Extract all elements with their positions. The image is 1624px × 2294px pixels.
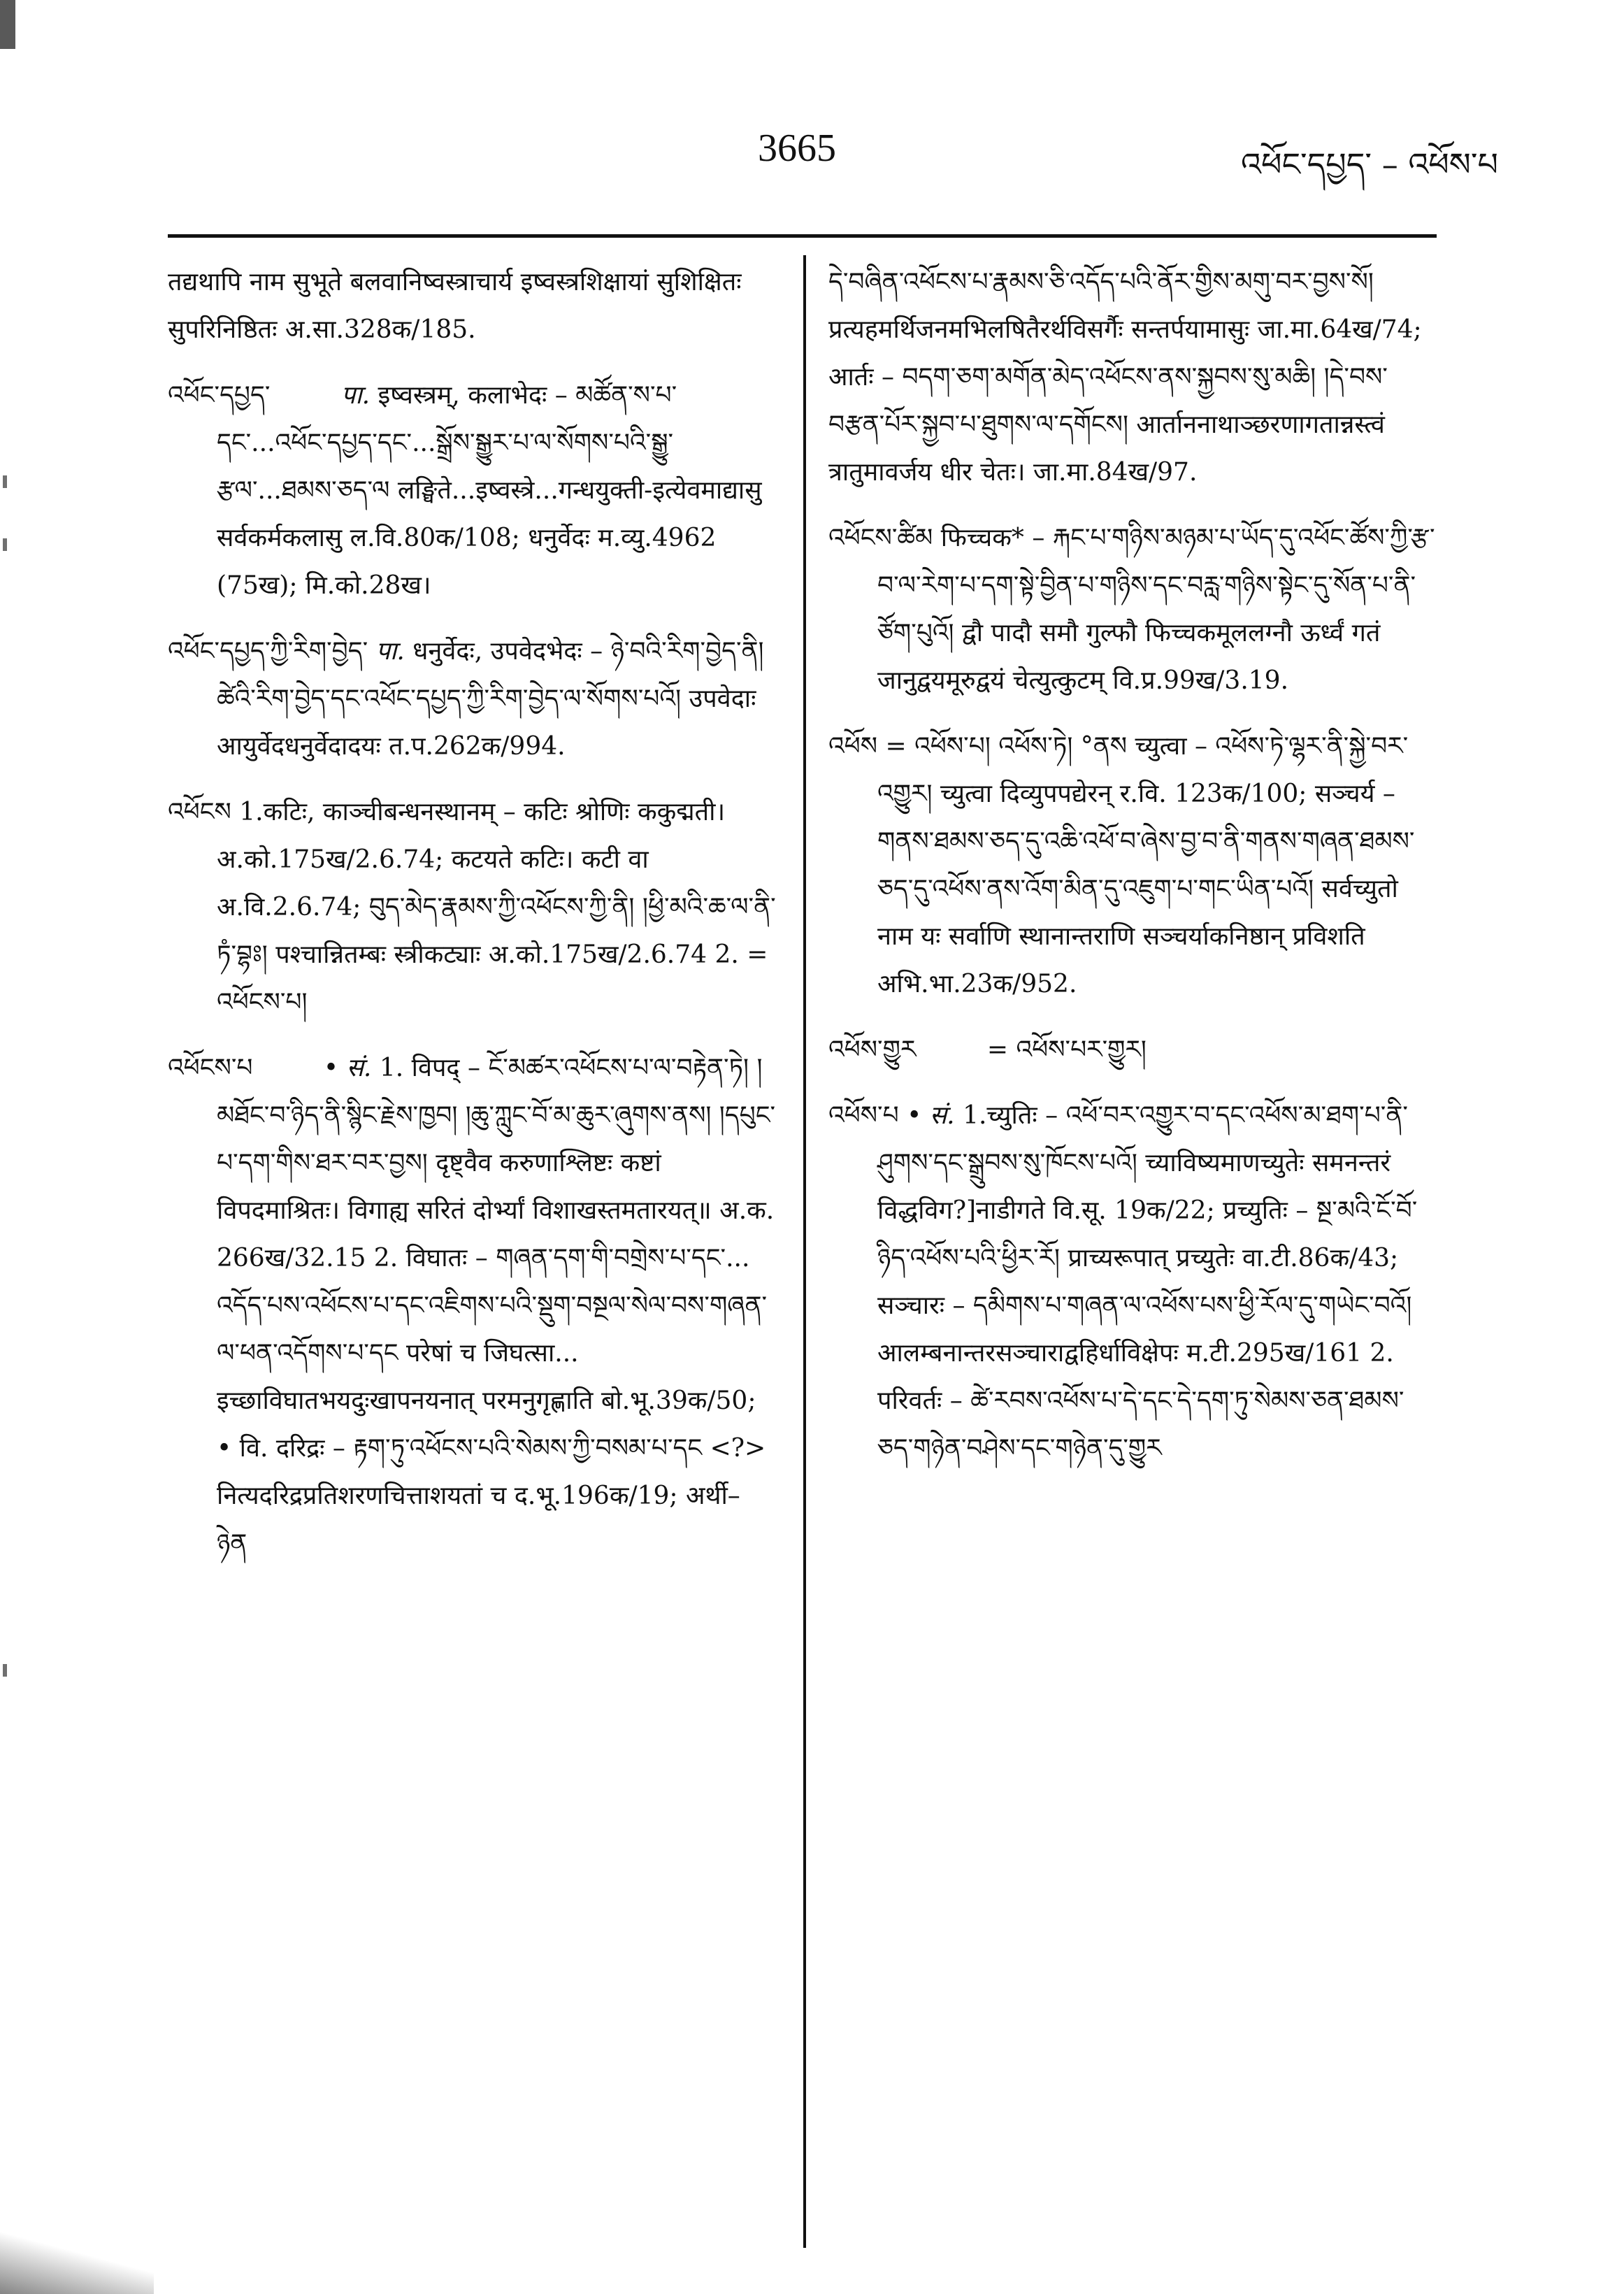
entry-text: = འཕོས་པ། འཕོས་ཏེ། °ནས च्युत्वा – འཕོས་ཏེ་ལྷར་ནི་སྐྱེ་བར་འགྱུར། च्युत्वा दिव्युपपद्येरन् र.वि. 123क/100; सञ्चर्य – གནས་ཐམས་ཅད་དུ་འཆི་འཕོ་བ་ཞེས་བྱ་བ་ནི་གནས་གཞན་ཐམས་ཅད་དུ་འཕོས་ནས་འོག་མིན་དུ་འཇུག་པ་གང་ཡིན་པའོ། सर्वच्युतो नाम यः सर्वाणि स्थानान्तराणि सञ्चर्याकनिष्ठान् प्रविशति अभि.भा.23क/952.	[877, 732, 1415, 998]
dictionary-entry	[828, 1026, 1437, 1074]
entry-headword: འཕོངས་པ	[168, 1054, 253, 1082]
page-number: 3665	[758, 127, 836, 170]
edge-mark	[3, 538, 7, 551]
entry-headword: འཕོས་པ	[828, 1101, 899, 1130]
dictionary-entry	[828, 1092, 1437, 1472]
entry-headword: འཕོང་དཔྱད་	[168, 381, 271, 410]
header-rule	[168, 234, 1437, 238]
dictionary-entry	[168, 628, 776, 770]
entry-tag: पा.	[340, 381, 371, 410]
corner-speck	[0, 0, 15, 49]
entry-tag: • सं.	[907, 1101, 955, 1130]
edge-mark	[3, 475, 7, 488]
dictionary-entry	[828, 515, 1437, 705]
entry-text: तद्यथापि नाम सुभूते बलवानिष्वस्त्राचार्य इष्वस्त्रशिक्षायां सुशिक्षितः सुपरिनिष्ठितः अ.सा.328क/185.	[168, 268, 742, 344]
edge-mark	[3, 1664, 7, 1677]
entry-text: 1.कटिः, काञ्चीबन्धनस्थानम् – कटिः श्रोणिः ककुद्मती। अ.को.175ख/2.6.74; कटयते कटिः। कटी वा अ.वि.2.6.74; བུད་མེད་རྣམས་ཀྱི་འཕོངས་ཀྱི་ནི། །ཕྱི་མའི་ཆ་ལ་ནི་ཏཾ་བྷཿ། पश्चान्नितम्बः स्त्रीकट्याः अ.को.175ख/2.6.74 2. = འཕོངས་པ།	[217, 798, 776, 1017]
entry-text: 1. विपद् – ངོ་མཚར་འཕོངས་པ་ལ་བརྟེན་ཏེ། །མཐོང་བ་ཉིད་ནི་སྙིང་རྗེས་ཁྱབ། །ཆུ་ཀླུང་བོ་མ་ཆུར་ཞུགས་ནས། །དཔུང་པ་དག་གིས་ཐར་བར་བྱས། दृष्ट्वैव करुणाश्लिष्टः कष्टां विपदमाश्रितः। विगाह्य सरितं दोर्भ्यां विशाखस्तमतारयत्॥ अ.क. 266ख/32.15 2. विघातः – གཞན་དག་གི་བགྲེས་པ་དང་... འདོད་པས་འཕོངས་པ་དང་འཇིགས་པའི་སྡུག་བསྔལ་སེལ་བས་གཞན་ལ་ཕན་འདོགས་པ་དང परेषां च जिघत्सा... इच्छाविघातभयदुःखापनयनात् परमनुगृह्णाति बो.भू.39क/50; • वि. दरिद्रः – རྟག་ཏུ་འཕོངས་པའི་སེམས་ཀྱི་བསམ་པ་དང <?> नित्यदरिद्रप्रतिशरणचित्ताशयतां च द.भू.196क/19; अर्थी– ཉེན	[217, 1054, 776, 1558]
entry-text: དེ་བཞིན་འཕོངས་པ་རྣམས་ཅི་འདོད་པའི་ནོར་གྱིས་མགུ་བར་བྱས་སོ། प्रत्यहमर्थिजनमभिलषितैरर्थविसर्गैः सन्तर्पयामासुः जा.मा.64ख/74; आर्तः – བདག་ཅག་མགོན་མེད་འཕོངས་ནས་སྐྱབས་སུ་མཆི། །དེ་བས་བརྩན་པོར་སྐྱབ་པ་ཐུགས་ལ་དགོངས། आर्ताननाथाञ्छरणागतान्नस्त्वं त्रातुमावर्जय धीर चेतः। जा.मा.84ख/97.	[828, 268, 1422, 487]
entry-headword: འཕོངས	[168, 798, 231, 826]
entry-text: धनुर्वेदः, उपवेदभेदः – ཉེ་བའི་རིག་བྱེད་ནི། ཚེའི་རིག་བྱེད་དང་འཕོང་དཔྱད་ཀྱི་རིག་བྱེད་ལ་སོགས་པའོ། उपवेदाः आयुर्वेदधनुर्वेदादयः त.प.262क/994.	[217, 637, 764, 761]
dictionary-entry	[168, 1045, 776, 1568]
running-head: འཕོང་དཔྱད་ – འཕོས་པ	[1241, 145, 1498, 183]
right-column	[828, 259, 1437, 1491]
entry-tag: पा.	[375, 637, 405, 666]
entry-continuation	[168, 259, 776, 354]
entry-text: 1.च्युतिः – འཕོ་བར་འགྱུར་བ་དང་འཕོས་མ་ཐག་པ་ནི་ཤུགས་དང་སྒྲུབས་སུ་ཁོངས་པའོ། च्याविष्यमाणच्युतेः समनन्तरं विद्धविग?]नाडीगते वि.सू. 19क/22; प्रच्युतिः – སྔ་མའི་ངོ་བོ་ཉིད་འཕོས་པའི་ཕྱིར་རོ། प्राच्यरूपात् प्रच्युतेः वा.टी.86क/43; सञ्चारः – དམིགས་པ་གཞན་ལ་འཕོས་པས་ཕྱི་རོལ་དུ་གཡེང་བའོ། आलम्बनान्तरसञ्चाराद्वहिर्धाविक्षेपः म.टी.295ख/161 2. परिवर्तः – ཚེ་རབས་འཕོས་པ་དེ་དང་དེ་དག་ཏུ་སེམས་ཅན་ཐམས་ཅད་གཉེན་བཤེས་དང་གཉེན་དུ་གྱུར	[877, 1101, 1418, 1463]
entry-headword: འཕོང་དཔྱད་ཀྱི་རིག་བྱེད་	[168, 637, 368, 666]
entry-tag: • सं.	[323, 1054, 372, 1082]
entry-headword: འཕོངས་ཚིམ	[828, 524, 933, 552]
left-column	[168, 259, 776, 1586]
entry-text: फिच्चक* – རྐང་པ་གཉིས་མཉམ་པ་ཡོད་དུ་འཕོང་ཚོས་ཀྱི་རྩ་བ་ལ་རེག་པ་དག་སྟེ་བྱིན་པ་གཉིས་དང་བརླ་གཉིས་སྟེང་དུ་སོན་པ་ནི་ཙོག་པུའོ། द्वौ पादौ समौ गुल्फौ फिच्चकमूललग्नौ ऊर्ध्वं गतं जानुद्वयमूरुद्वयं चेत्युत्कुटम् वि.प्र.99ख/3.19.	[877, 524, 1435, 695]
entry-continuation	[828, 259, 1437, 496]
corner-smudge	[0, 2231, 154, 2294]
dictionary-entry	[168, 372, 776, 610]
dictionary-entry	[828, 723, 1437, 1008]
entry-headword: འཕོས་གྱུར	[828, 1035, 917, 1064]
column-divider	[803, 255, 806, 2248]
dictionary-entry	[168, 789, 776, 1026]
entry-text: इष्वस्त्रम्, कलाभेदः – མཚོན་ས་པ་དང་...འཕོང་དཔྱད་དང་...སྒྲོས་སྒྱུར་པ་ལ་སོགས་པའི་སྒྱུ་རྩལ་...ཐམས་ཅད་ལ लङ्घिते...इष्वस्त्रे...गन्धयुक्ती-इत्येवमाद्यासु सर्वकर्मकलासु ल.वि.80क/108; धनुर्वेदः म.व्यु.4962 (75ख); मि.को.28ख।	[217, 381, 762, 600]
entry-headword: འཕོས	[828, 732, 878, 761]
entry-text: = འཕོས་པར་གྱུར།	[986, 1035, 1147, 1064]
